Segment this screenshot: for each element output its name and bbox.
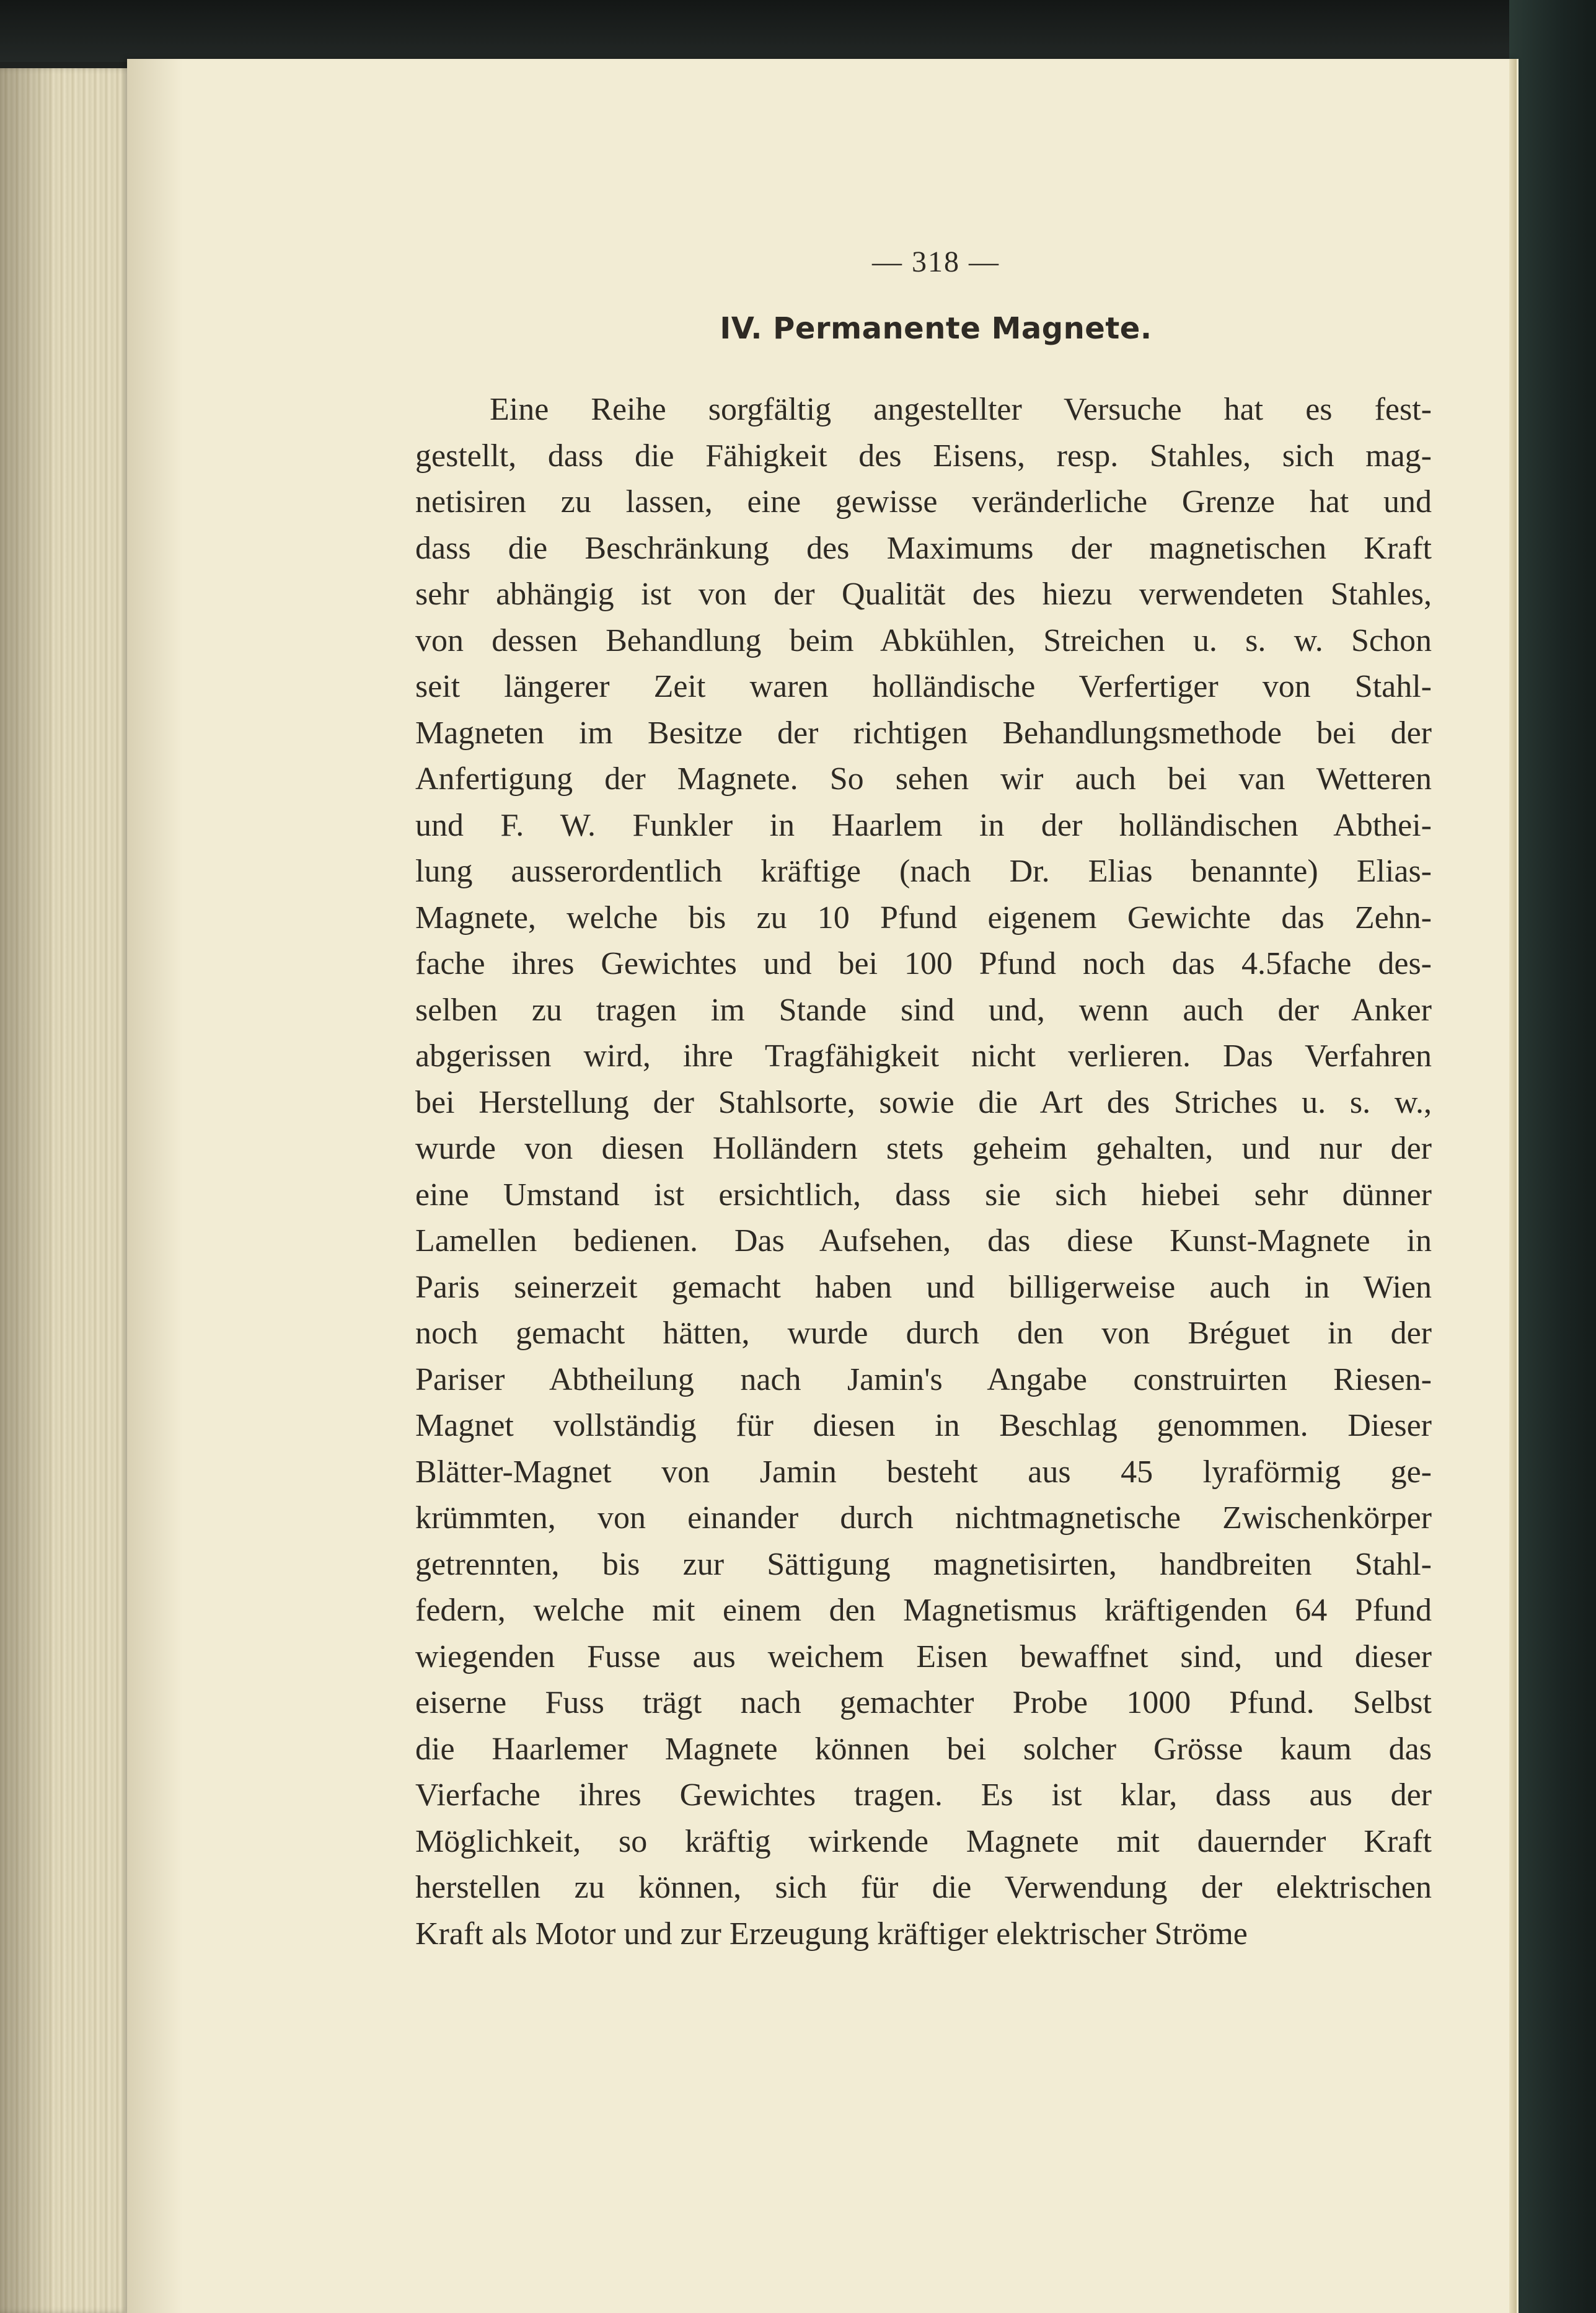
text-line: wurde von diesen Holländern stets geheim gehalten, und nur der [415,1131,1432,1166]
page-number: — 318 — [872,245,1000,278]
text-line: fache ihres Gewichtes und bei 100 Pfund noch das 4.5fache des- [415,946,1432,981]
text-line: Eine Reihe sorgfältig angestellter Versuche hat es fest- [490,392,1432,427]
text-line: Anfertigung der Magnete. So sehen wir auch bei van Wetteren [415,761,1432,797]
section-heading: IV. Permanente Magnete. [720,311,1152,346]
text-line: federn, welche mit einem den Magnetismus kräftigenden 64 Pfund [415,1593,1432,1628]
text-line: Magnet vollständig für diesen in Beschlag genommen. Dieser [415,1408,1432,1443]
text-line: die Haarlemer Magnete können bei solcher Grösse kaum das [415,1731,1432,1767]
body-text [415,387,1432,1957]
text-line: wiegenden Fusse aus weichem Eisen bewaffnet sind, und dieser [415,1639,1432,1674]
page-stack-shadow [0,68,56,2313]
text-line: Lamellen bedienen. Das Aufsehen, das diese Kunst-Magnete in [415,1223,1432,1258]
book-cover-top [0,0,1596,62]
text-line: Blätter-Magnet von Jamin besteht aus 45 lyraförmig ge- [415,1454,1432,1490]
text-line: und F. W. Funkler in Haarlem in der holländischen Abthei- [415,807,1432,843]
text-line: netisiren zu lassen, eine gewisse veränderliche Grenze hat und [415,484,1432,520]
text-line: Möglichkeit, so kräftig wirkende Magnete mit dauernder Kraft [415,1823,1432,1859]
text-line: bei Herstellung der Stahlsorte, sowie die Art des Striches u. s. w., [415,1084,1432,1120]
text-line: abgerissen wird, ihre Tragfähigkeit nicht verlieren. Das Verfahren [415,1038,1432,1074]
text-line: eine Umstand ist ersichtlich, dass sie sich hiebei sehr dünner [415,1177,1432,1213]
text-line: von dessen Behandlung beim Abkühlen, Streichen u. s. w. Schon [415,622,1432,658]
text-line: sehr abhängig ist von der Qualität des hiezu verwendeten Stahles, [415,577,1432,612]
text-line: Vierfache ihres Gewichtes tragen. Es ist klar, dass aus der [415,1777,1432,1813]
page-text-block [415,245,1432,1957]
text-line: Kraft als Motor und zur Erzeugung kräftiger elektrischer Ströme [415,1916,1248,1952]
text-line: noch gemacht hätten, wurde durch den von Bréguet in der [415,1316,1432,1351]
text-line: Paris seinerzeit gemacht haben und billigerweise auch in Wien [415,1269,1432,1305]
text-line: seit längerer Zeit waren holländische Verfertiger von Stahl- [415,669,1432,704]
text-line: gestellt, dass die Fähigkeit des Eisens, resp. Stahles, sich mag- [415,438,1432,474]
text-line: Magnete, welche bis zu 10 Pfund eigenem Gewichte das Zehn- [415,900,1432,935]
page-edge-right [1509,59,1517,2313]
text-line: dass die Beschränkung des Maximums der magnetischen Kraft [415,530,1432,566]
text-line: Pariser Abtheilung nach Jamin's Angabe construirten Riesen- [415,1361,1432,1397]
text-line: herstellen zu können, sich für die Verwendung der elektrischen [415,1870,1432,1905]
text-line: krümmten, von einander durch nichtmagnetische Zwischenkörper [415,1500,1432,1536]
text-line: eiserne Fuss trägt nach gemachter Probe 1000 Pfund. Selbst [415,1685,1432,1720]
book-cover-right [1509,0,1596,2313]
text-line: selben zu tragen im Stande sind und, wenn auch der Anker [415,992,1432,1028]
text-line: Magneten im Besitze der richtigen Behandlungsmethode bei der [415,715,1432,751]
text-line: getrennten, bis zur Sättigung magnetisirten, handbreiten Stahl- [415,1546,1432,1582]
text-line: lung ausserordentlich kräftige (nach Dr. Elias benannte) Elias- [415,854,1432,889]
